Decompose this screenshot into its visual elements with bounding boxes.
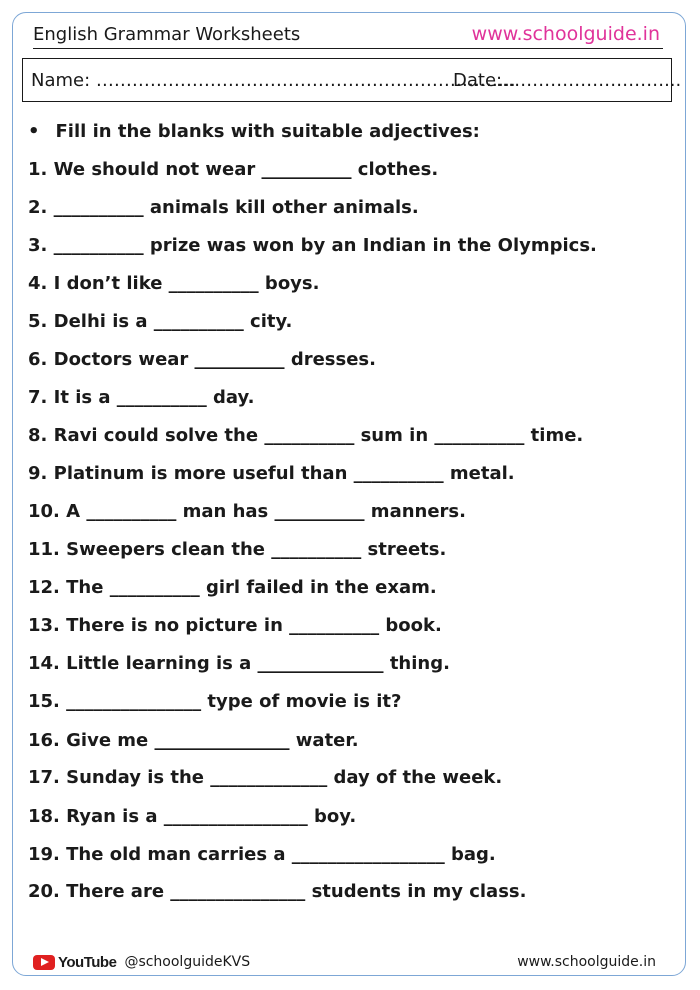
instruction-text: Fill in the blanks with suitable adjectives: xyxy=(55,121,480,142)
question-20: 20. There are _______________ students in my class. xyxy=(28,881,527,902)
question-15: 15. _______________ type of movie is it? xyxy=(28,691,402,712)
question-2: 2. __________ animals kill other animals. xyxy=(28,197,419,218)
question-7: 7. It is a __________ day. xyxy=(28,387,255,408)
site-link[interactable]: www.schoolguide.in xyxy=(471,23,660,45)
question-6: 6. Doctors wear __________ dresses. xyxy=(28,349,376,370)
question-3: 3. __________ prize was won by an Indian in the Olympics. xyxy=(28,235,597,256)
question-19: 19. The old man carries a _________________ bag. xyxy=(28,844,496,865)
question-10: 10. A __________ man has __________ manners. xyxy=(28,501,466,522)
question-16: 16. Give me _______________ water. xyxy=(28,730,359,751)
question-11: 11. Sweepers clean the __________ streets. xyxy=(28,539,447,560)
question-8: 8. Ravi could solve the __________ sum in __________ time. xyxy=(28,425,584,446)
worksheet-border xyxy=(12,12,686,976)
youtube-play-icon xyxy=(33,955,55,970)
question-5: 5. Delhi is a __________ city. xyxy=(28,311,293,332)
bullet-icon: • xyxy=(28,121,40,142)
name-date-box xyxy=(22,58,682,102)
name-field[interactable]: Name: ……………………………………………………………. xyxy=(31,70,516,91)
date-field[interactable]: Date:………………………... xyxy=(453,70,682,91)
footer-site-link[interactable]: www.schoolguide.in xyxy=(517,954,656,970)
question-4: 4. I don’t like __________ boys. xyxy=(28,273,320,294)
youtube-channel[interactable] xyxy=(33,952,250,972)
question-13: 13. There is no picture in __________ book. xyxy=(28,615,442,636)
question-14: 14. Little learning is a ______________ thing. xyxy=(28,653,450,674)
question-1: 1. We should not wear __________ clothes. xyxy=(28,159,439,180)
instruction xyxy=(28,121,480,142)
question-9: 9. Platinum is more useful than __________ metal. xyxy=(28,463,515,484)
question-12: 12. The __________ girl failed in the exam. xyxy=(28,577,437,598)
worksheet-title: English Grammar Worksheets xyxy=(33,24,301,45)
question-18: 18. Ryan is a ________________ boy. xyxy=(28,806,357,827)
youtube-handle: @schoolguideKVS xyxy=(124,954,251,970)
question-17: 17. Sunday is the _____________ day of the week. xyxy=(28,767,503,788)
youtube-label: YouTube xyxy=(58,953,117,971)
worksheet-header xyxy=(33,24,663,49)
